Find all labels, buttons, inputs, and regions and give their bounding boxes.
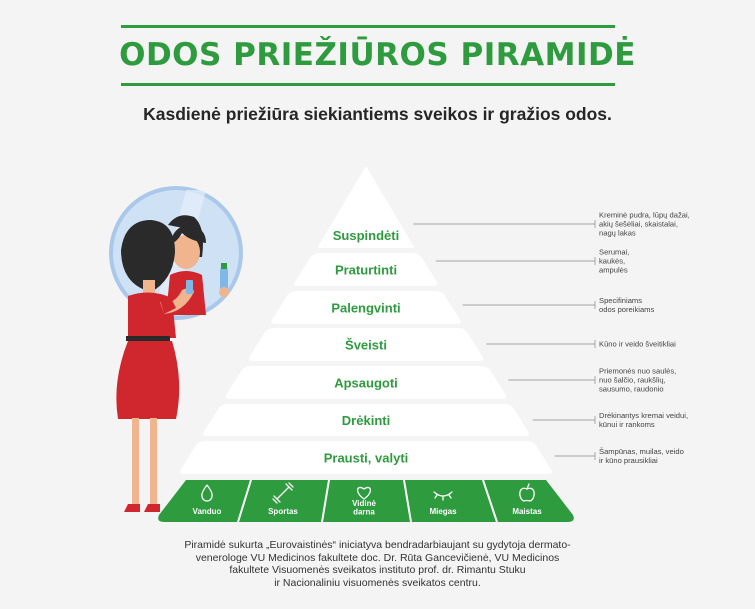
page-title: ODOS PRIEŽIŪROS PIRAMIDĖ (119, 37, 636, 73)
page-subtitle: Kasdienė priežiūra siekiantiems sveikos ir gražios odos. (143, 104, 612, 124)
tier-note-line: Kūno ir veido šveitikliai (599, 339, 676, 349)
foundation-label: Maistas (512, 507, 542, 516)
tier-label: Palengvinti (331, 300, 401, 316)
tier-note-line: sausumo, raudonio (599, 384, 664, 394)
foundation-label: darna (353, 507, 375, 517)
foundation-label: Sportas (268, 507, 298, 516)
footer-credits (150, 539, 605, 589)
tier-label: Prausti, valyti (323, 450, 409, 466)
tier-note-line: kaukės, (599, 256, 626, 266)
tier-note-line: Priemonės nuo saulės, (599, 366, 677, 376)
tier-note-line: Specifiniams (599, 295, 643, 305)
tier-note-line: Drėkinantys kremai veidui, (599, 410, 689, 420)
foundation-label: Miegas (429, 507, 457, 516)
footer-line: ir Nacionaliniu visuomenės sveikatos centru. (274, 576, 481, 589)
tier-note-line: nuo šalčio, raukšlių, (599, 375, 666, 385)
tier-label: Apsaugoti (334, 375, 398, 391)
tier-note-line: ampulės (599, 265, 628, 275)
tier-note-line: odos poreikiams (599, 305, 655, 315)
tier-note-line: ir kūno prausikliai (599, 456, 658, 466)
tier-note-line: nagų lakas (599, 228, 636, 238)
tier-label: Drėkinti (341, 413, 391, 428)
foundation-label: Vidinė (352, 499, 376, 508)
tier-label: Praturtinti (334, 262, 398, 278)
foundation-label: Vanduo (192, 507, 222, 516)
footer-line: Piramidė sukurta „Eurovaistinės“ iniciatyva bendradarbiaujant su gydytoja dermato- (184, 539, 571, 551)
tier-label: Suspindėti (332, 228, 400, 243)
pyramid-foundation (158, 480, 574, 522)
tier-note-line: Serumai, (599, 247, 630, 257)
tier-note-line: Šampūnas, muilas, veido (599, 446, 684, 456)
pyramid-tiers (180, 166, 552, 474)
tier-note-line: Kreminė pudra, lūpų dažai, (599, 210, 690, 220)
tier-note-line: akių šešėliai, skaistalai, (599, 219, 678, 229)
tier-note-line: kūnui ir rankoms (599, 420, 655, 430)
footer-line: fakultete Visuomenės sveikatos instituto prof. dr. Rimantu Stuku (229, 564, 526, 576)
tier-label: Šveisti (345, 337, 387, 353)
footer-line: venerologe VU Medicinos fakultete doc. Dr. Rūta Gancevičienė, VU Medicinos (195, 551, 560, 564)
